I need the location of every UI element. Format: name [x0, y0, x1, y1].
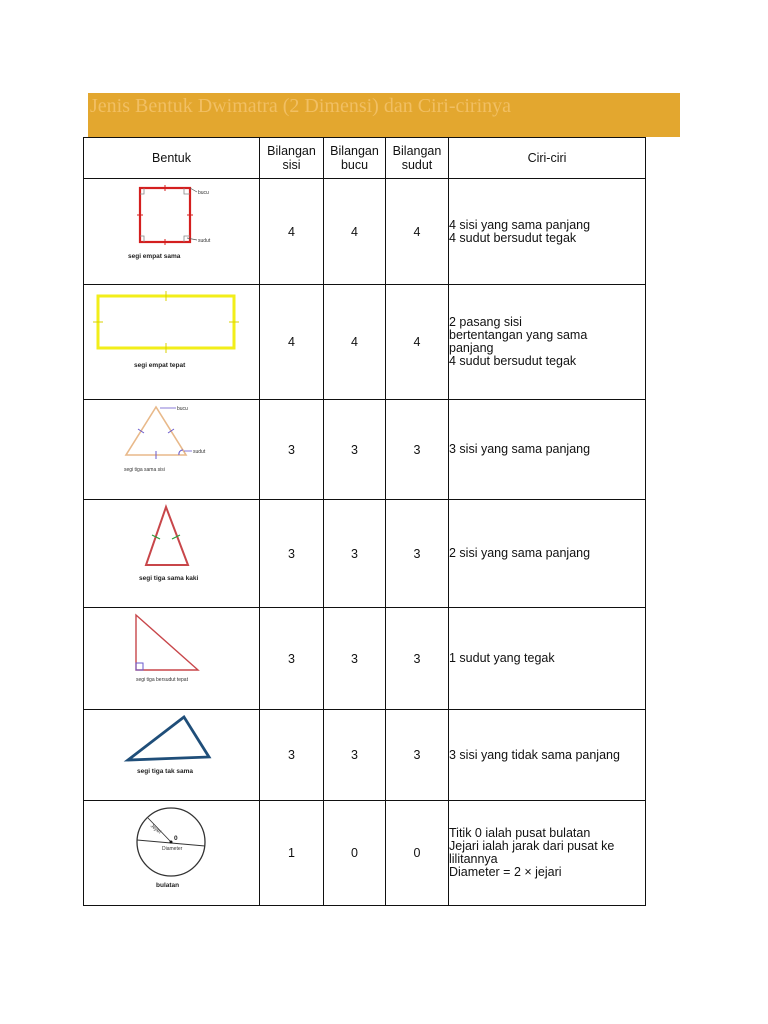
edges-value: 4: [324, 179, 386, 285]
table-row: [84, 801, 646, 906]
header-edges: Bilangan bucu: [324, 138, 386, 179]
corners-value: 3: [386, 710, 449, 801]
table-row: [84, 179, 646, 285]
table-row: [84, 285, 646, 400]
features-cell: 3 sisi yang tidak sama panjang: [449, 710, 646, 801]
corners-value: 4: [386, 179, 449, 285]
table-row: [84, 400, 646, 500]
shape-cell: [84, 710, 260, 801]
svg-text:Jejari: Jejari: [149, 822, 163, 835]
right-triangle-image: [84, 609, 258, 709]
svg-text:0: 0: [174, 834, 178, 842]
header-sides: Bilangan sisi: [260, 138, 324, 179]
corners-value: 3: [386, 608, 449, 710]
title-banner: [88, 93, 680, 137]
shape-caption: segi tiga sama sisi: [124, 466, 165, 473]
shape-cell: [84, 400, 260, 500]
corners-value: 3: [386, 400, 449, 500]
svg-text:bucu: bucu: [198, 189, 209, 196]
table-row: [84, 608, 646, 710]
edges-value: 0: [324, 801, 386, 906]
svg-text:bucu: bucu: [177, 405, 188, 412]
shape-caption: segi empat tepat: [134, 361, 186, 369]
sides-value: 3: [260, 500, 324, 608]
header-features: Ciri-ciri: [449, 138, 646, 179]
corners-value: 4: [386, 285, 449, 400]
header-shape: Bentuk: [84, 138, 260, 179]
shape-caption: segi empat sama: [128, 252, 181, 260]
sides-value: 3: [260, 608, 324, 710]
shape-cell: [84, 608, 260, 710]
corners-value: 0: [386, 801, 449, 906]
shape-caption: bulatan: [156, 881, 180, 889]
svg-text:sudut: sudut: [193, 448, 206, 455]
features-cell: Titik 0 ialah pusat bulatan Jejari ialah jarak dari pusat ke lilitannya Diameter = 2 × jejari: [449, 801, 646, 906]
circle-shape-image: [84, 802, 258, 905]
svg-text:Diameter: Diameter: [162, 845, 183, 852]
table-row: [84, 500, 646, 608]
shapes-table: [83, 137, 646, 906]
sides-value: 1: [260, 801, 324, 906]
svg-text:sudut: sudut: [198, 237, 211, 244]
shape-cell: [84, 801, 260, 906]
page-title: Jenis Bentuk Dwimatra (2 Dimensi) dan Ciri-cirinya: [90, 95, 512, 117]
features-cell: 1 sudut yang tegak: [449, 608, 646, 710]
header-row: [84, 138, 646, 179]
rectangle-shape-image: [84, 286, 258, 399]
edges-value: 4: [324, 285, 386, 400]
features-cell: 4 sisi yang sama panjang 4 sudut bersudut tegak: [449, 179, 646, 285]
sides-value: 4: [260, 179, 324, 285]
scalene-triangle-image: [84, 711, 258, 800]
shape-cell: [84, 179, 260, 285]
sides-value: 4: [260, 285, 324, 400]
features-cell: 3 sisi yang sama panjang: [449, 400, 646, 500]
shape-cell: [84, 285, 260, 400]
shape-caption: segi tiga tak sama: [137, 767, 193, 775]
edges-value: 3: [324, 710, 386, 801]
edges-value: 3: [324, 608, 386, 710]
isosceles-triangle-image: [84, 501, 258, 607]
corners-value: 3: [386, 500, 449, 608]
features-cell: 2 pasang sisi bertentangan yang sama panjang 4 sudut bersudut tegak: [449, 285, 646, 400]
sides-value: 3: [260, 710, 324, 801]
equilateral-triangle-image: [84, 401, 258, 499]
square-shape-image: [84, 180, 258, 284]
sides-value: 3: [260, 400, 324, 500]
shape-cell: [84, 500, 260, 608]
table-row: [84, 710, 646, 801]
shape-caption: segi tiga bersudut tepat: [136, 676, 188, 683]
edges-value: 3: [324, 500, 386, 608]
features-cell: 2 sisi yang sama panjang: [449, 500, 646, 608]
shape-caption: segi tiga sama kaki: [139, 574, 199, 582]
header-corners: Bilangan sudut: [386, 138, 449, 179]
edges-value: 3: [324, 400, 386, 500]
